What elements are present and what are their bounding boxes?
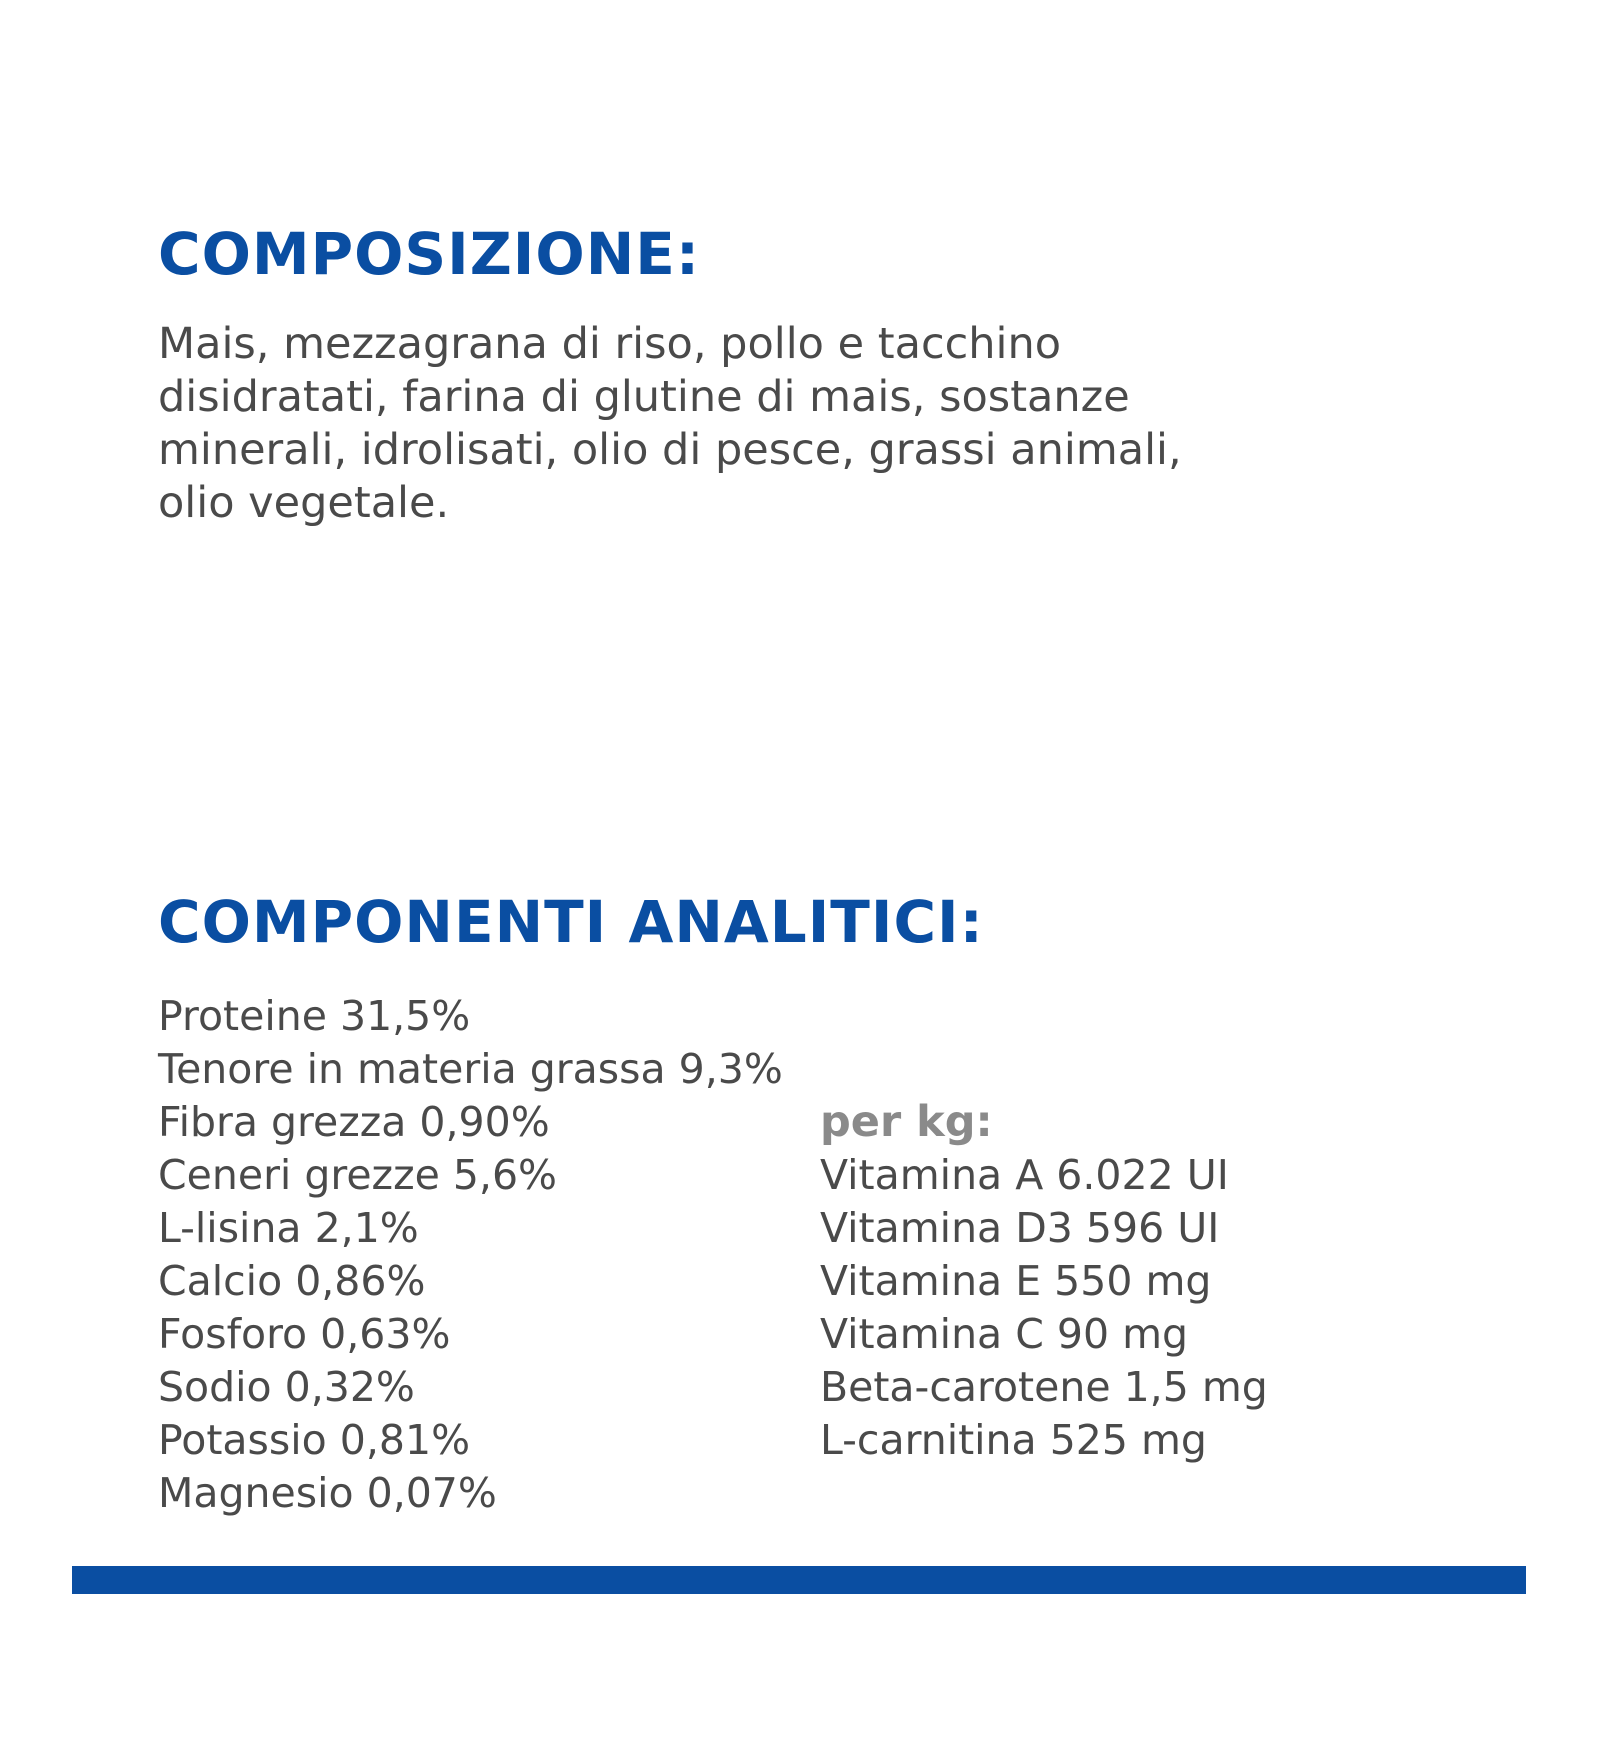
composition-line: disidratati, farina di glutine di mais, sostanze: [158, 372, 1130, 422]
analytics-heading: COMPONENTI ANALITICI:: [158, 888, 984, 956]
analytics-item: Proteine 31,5%: [158, 992, 471, 1040]
analytics-item: Ceneri grezze 5,6%: [158, 1151, 558, 1199]
analytics-item: L-lisina 2,1%: [158, 1204, 419, 1252]
composition-line: Mais, mezzagrana di riso, pollo e tacchino: [158, 319, 1061, 369]
composition-heading: COMPOSIZIONE:: [158, 220, 701, 288]
analytics-item: Sodio 0,32%: [158, 1363, 415, 1411]
per-kg-item: Vitamina A 6.022 UI: [820, 1151, 1229, 1199]
per-kg-item: Vitamina C 90 mg: [820, 1310, 1189, 1358]
composition-text: [158, 318, 1428, 530]
per-kg-list: [820, 1149, 1268, 1467]
analytics-item: Fibra grezza 0,90%: [158, 1098, 550, 1146]
composition-line: minerali, idrolisati, olio di pesce, grassi animali,: [158, 425, 1182, 475]
per-kg-item: Vitamina E 550 mg: [820, 1257, 1212, 1305]
per-kg-item: Vitamina D3 596 UI: [820, 1204, 1220, 1252]
per-kg-block: [820, 1096, 1268, 1467]
analytics-item: Magnesio 0,07%: [158, 1469, 497, 1517]
composition-line: olio vegetale.: [158, 478, 450, 528]
per-kg-item: Beta-carotene 1,5 mg: [820, 1363, 1268, 1411]
per-kg-label: per kg:: [820, 1097, 993, 1147]
analytics-item: Fosforo 0,63%: [158, 1310, 451, 1358]
analytics-item: Tenore in materia grassa 9,3%: [158, 1045, 783, 1093]
analytics-list: [158, 990, 783, 1520]
analytics-item: Calcio 0,86%: [158, 1257, 426, 1305]
per-kg-item: L-carnitina 525 mg: [820, 1416, 1207, 1464]
bottom-divider-bar: [72, 1566, 1526, 1594]
analytics-item: Potassio 0,81%: [158, 1416, 471, 1464]
